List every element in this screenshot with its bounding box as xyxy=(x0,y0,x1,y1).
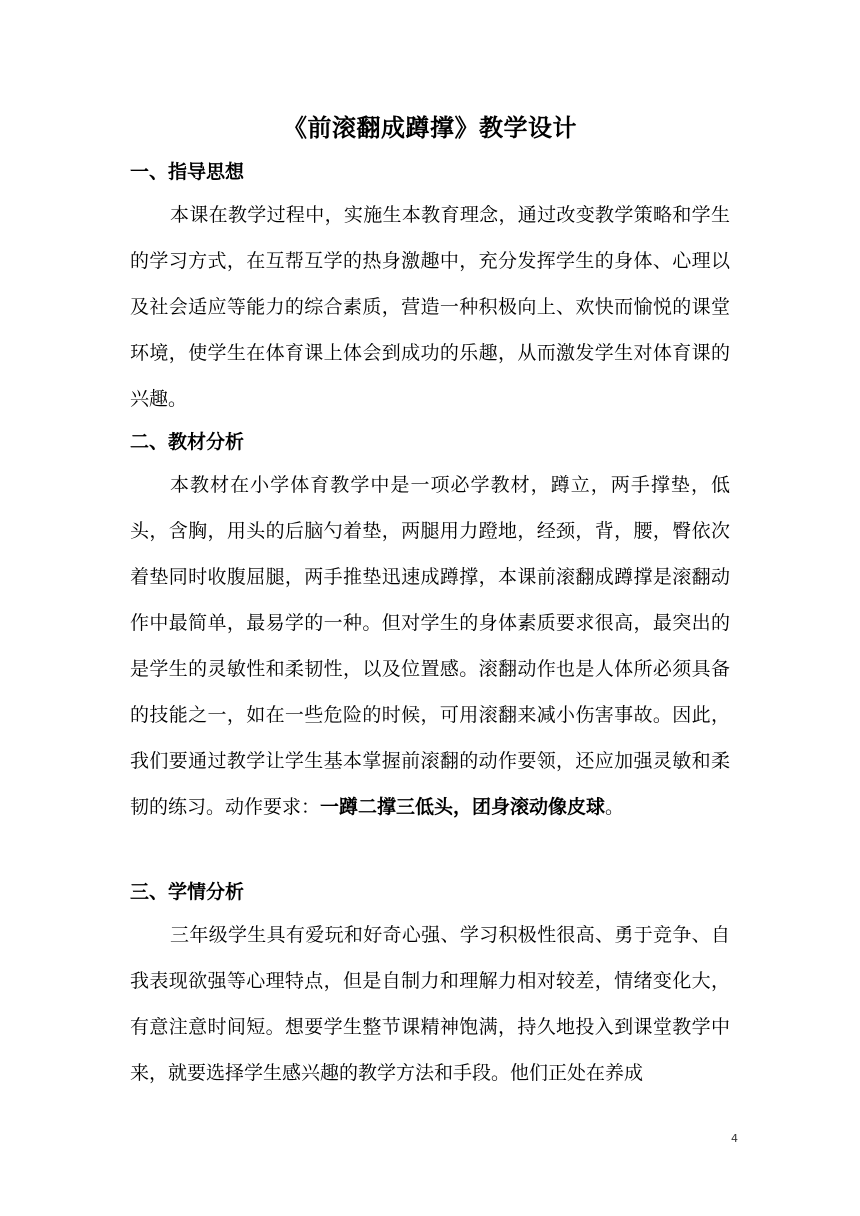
document-title: 《前滚翻成蹲撑》教学设计 xyxy=(283,114,577,142)
section-paragraph-student-analysis: 三年级学生具有爱玩和好奇心强、学习积极性很高、勇于竞争、自我表现欲强等心理特点，但是自制力和理解力相对较差，情绪变化大，有意注意时间短。想要学生整节课精神饱满，持久地投入到课堂教学中来，就要选择学生感兴趣的教学方法和手段。他们正处在养成 xyxy=(130,924,730,1084)
action-requirement-emphasis: 一蹲二撑三低头，团身滚动像皮球 xyxy=(320,796,606,818)
section-paragraph-guiding-ideology: 本课在教学过程中，实施生本教育理念，通过改变教学策略和学生的学习方式，在互帮互学的热身激趣中，充分发挥学生的身体、心理以及社会适应等能力的综合素质，营造一种积极向上、欢快而愉悦的课堂环境，使学生在体育课上体会到成功的乐趣，从而激发学生对体育课的兴趣。 xyxy=(130,204,730,410)
textbook-analysis-tail: 。 xyxy=(605,796,625,818)
section-heading-guiding-ideology: 一、指导思想 xyxy=(130,161,245,183)
textbook-analysis-body: 本教材在小学体育教学中是一项必学教材，蹲立，两手撑垫，低头，含胸，用头的后脑勺着垫，两腿用力蹬地，经颈，背，腰，臀依次着垫同时收腹屈腿，两手推垫迅速成蹲撑，本课前滚翻成蹲撑是滚翻动作中最简单，最易学的一种。但对学生的身体素质要求很高，最突出的是学生的灵敏性和柔韧性，以及位置感。滚翻动作也是人体所必须具备的技能之一，如在一些危险的时候，可用滚翻来减小伤害事故。因此，我们要通过教学让学生基本掌握前滚翻的动作要领，还应加强灵敏和柔韧的练习。动作要求： xyxy=(130,474,730,818)
section-paragraph-textbook-analysis xyxy=(130,462,730,830)
page-number: 4 xyxy=(731,1132,738,1145)
section-heading-student-analysis: 三、学情分析 xyxy=(130,881,245,903)
section-heading-textbook-analysis: 二、教材分析 xyxy=(130,431,245,453)
